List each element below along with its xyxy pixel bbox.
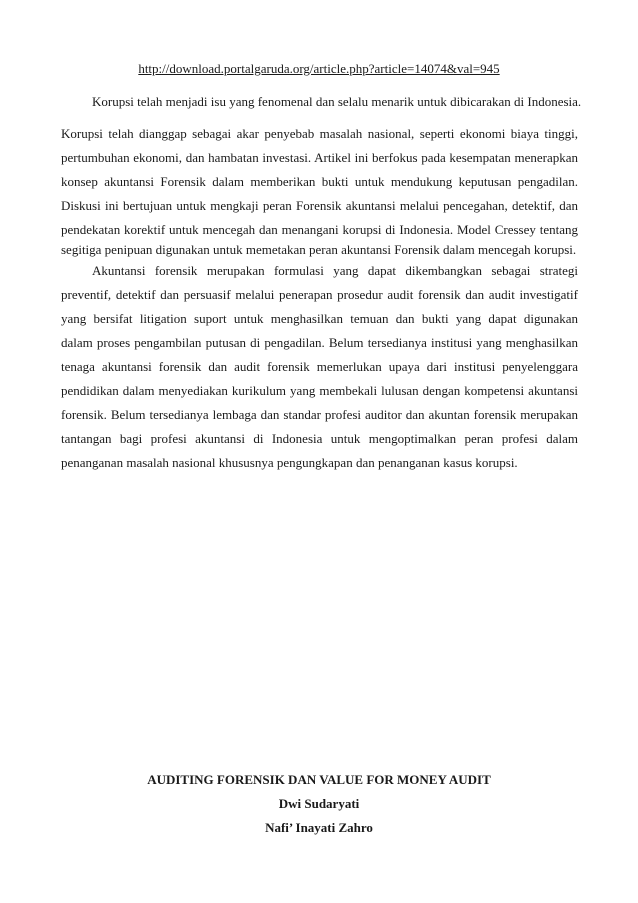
paragraph-line: pertumbuhan ekonomi, dan hambatan investasi. Artikel ini berfokus pada kesempatan menerapkan [61,150,578,165]
paragraph-line: yang bersifat litigation suport untuk menghasilkan temuan dan bukti yang dapat digunakan [61,311,578,326]
paragraph-line: forensik. Belum tersedianya lembaga dan standar profesi auditor dan akuntan forensik merupakan [61,407,578,422]
paragraph-line: tenaga akuntansi forensik dan audit forensik memerlukan upaya dari institusi penyelenggara [61,359,578,374]
paragraph-line: Akuntansi forensik merupakan formulasi yang dapat dikembangkan sebagai strategi [92,263,578,278]
paragraph-line: tantangan bagi profesi akuntansi di Indonesia untuk mengoptimalkan peran profesi dalam [61,431,578,446]
paragraph-line: Korupsi telah menjadi isu yang fenomenal dan selalu menarik untuk dibicarakan di Indonesia. [92,94,582,109]
paragraph-line: Korupsi telah dianggap sebagai akar penyebab masalah nasional, seperti ekonomi biaya tinggi, [61,126,578,141]
paragraph-line: konsep akuntansi Forensik dalam memberikan bukti untuk mendukung keputusan pengadilan. [61,174,578,189]
paragraph-line: pendekatan korektif untuk mencegah dan menangani korupsi di Indonesia. Model Cressey tentang [61,222,578,237]
document-title: AUDITING FORENSIK DAN VALUE FOR MONEY AUDIT [147,772,491,787]
paragraph-line: segitiga penipuan digunakan untuk memetakan peran akuntansi Forensik dalam mencegah korupsi. [61,242,577,257]
paragraph-line: preventif, detektif dan persuasif melalui penerapan prosedur audit forensik dan audit investigatif [61,287,578,302]
paragraph-line: Diskusi ini bertujuan untuk mengkaji peran Forensik akuntansi melalui pencegahan, detektif, dan [61,198,578,213]
source-url[interactable]: http://download.portalgaruda.org/article.php?article=14074&val=945 [138,61,500,76]
author-name: Nafi’ Inayati Zahro [265,820,373,835]
paragraph-line: penanganan masalah nasional khususnya pengungkapan dan penanganan kasus korupsi. [61,455,518,470]
paragraph-line: pendidikan dalam menyediakan kurikulum yang membekali lulusan dengan kompetensi akuntansi [61,383,578,398]
paragraph-line: dalam proses pengambilan putusan di pengadilan. Belum tersedianya institusi yang menghasilkan [61,335,578,350]
author-name: Dwi Sudaryati [278,796,360,811]
